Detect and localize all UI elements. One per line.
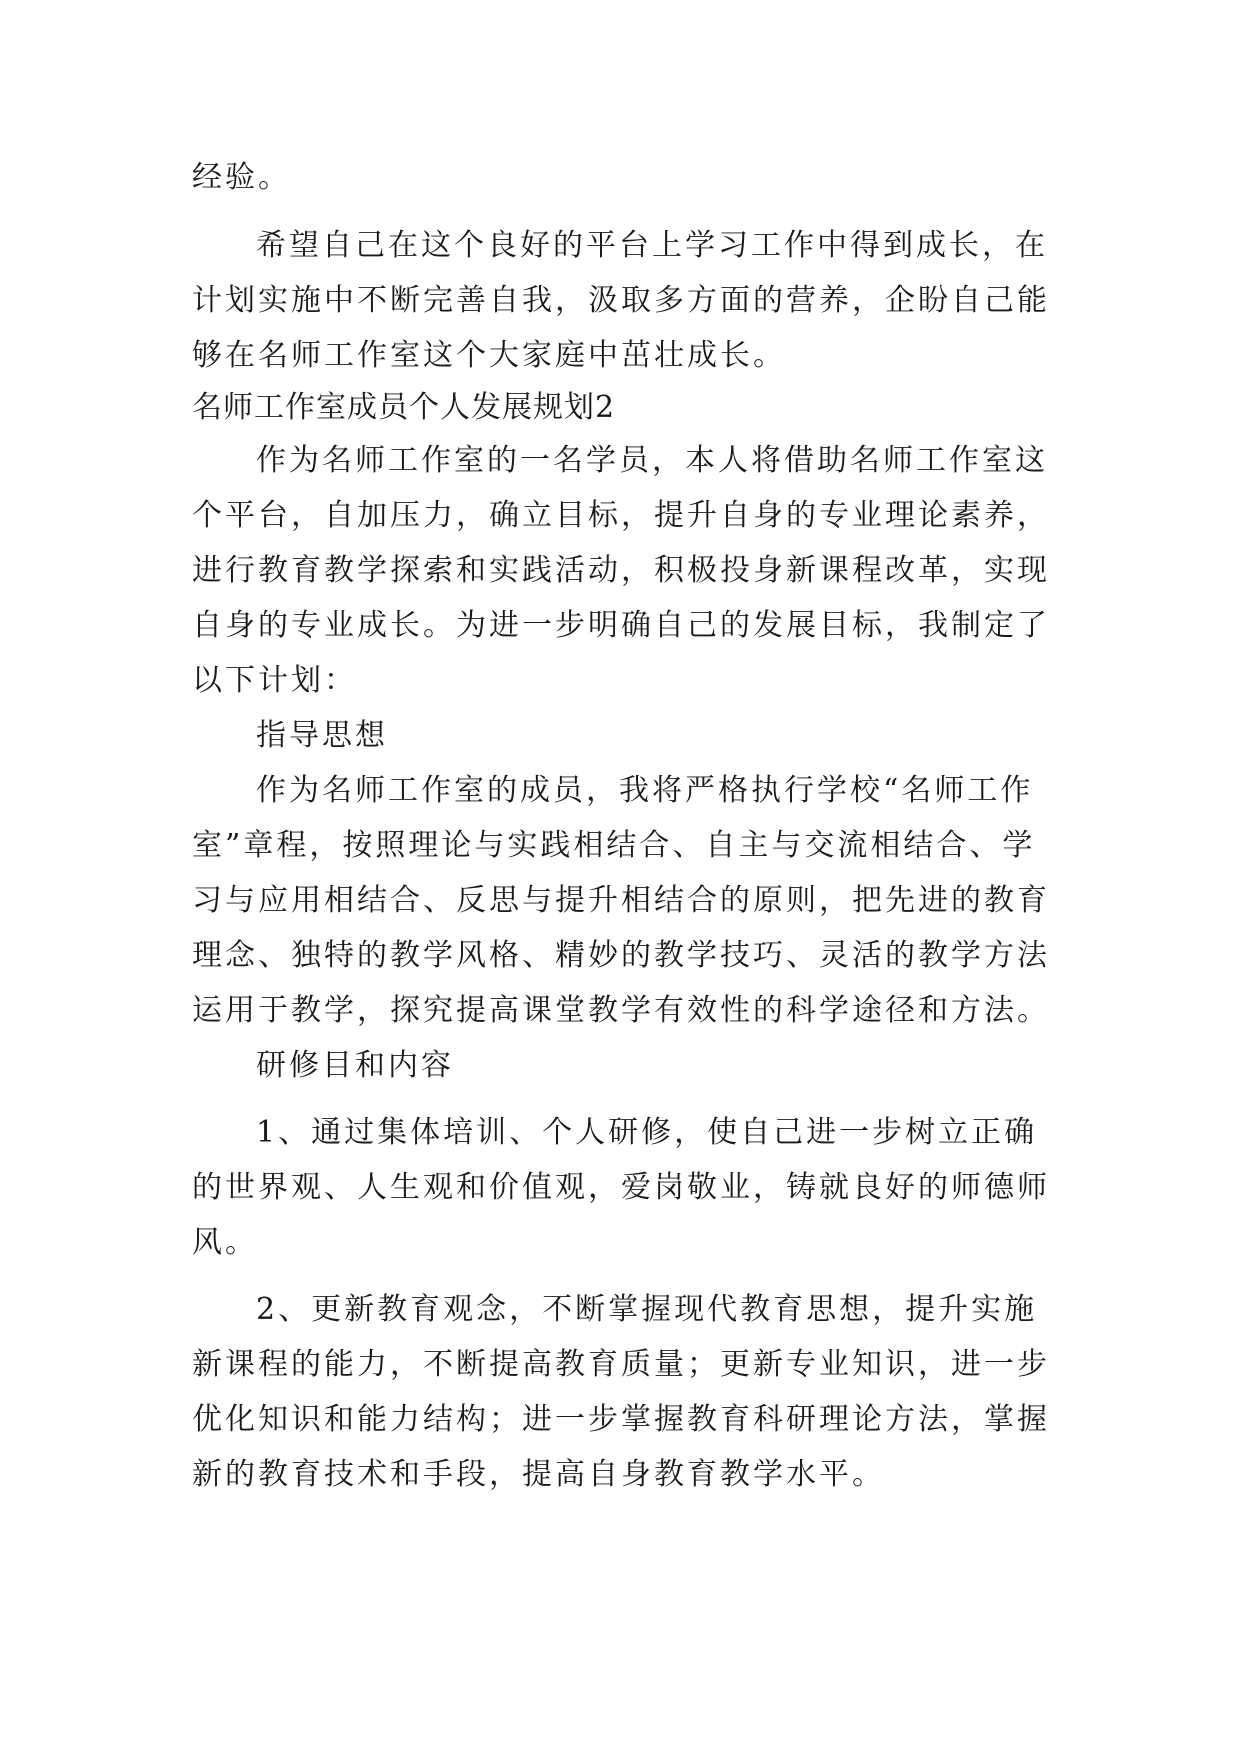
- text-line: 新课程的能力，不断提高教育质量；更新专业知识，进一步: [192, 1347, 1050, 1382]
- text-line: 个平台，自加压力，确立目标，提升自身的专业理论素养，: [192, 498, 1050, 533]
- paragraph-item-1: [192, 1105, 1052, 1270]
- text-line: 理念、独特的教学风格、精妙的教学技巧、灵活的教学方法: [192, 938, 1050, 973]
- document-body: [192, 150, 1052, 1502]
- heading-guiding: [192, 708, 1052, 763]
- paragraph-hope: [192, 218, 1052, 383]
- text-line: 运用于教学，探究提高课堂教学有效性的科学途径和方法。: [192, 993, 1050, 1028]
- heading-text: 指导思想: [256, 718, 388, 753]
- text-line: 的世界观、人生观和价值观，爱岗敬业，铸就良好的师德师: [192, 1170, 1050, 1205]
- text-line: 以下计划：: [192, 663, 357, 698]
- paragraph-item-2: [192, 1282, 1052, 1502]
- text-line: 自身的专业成长。为进一步明确自己的发展目标，我制定了: [192, 608, 1050, 643]
- text-line: 经验。: [192, 160, 291, 195]
- text-line: 作为名师工作室的成员，我将严格执行学校“名师工作: [256, 773, 1034, 808]
- paragraph-intro2: [192, 433, 1052, 708]
- text-line: 风。: [192, 1225, 258, 1260]
- heading-goals: [192, 1038, 1052, 1093]
- text-line: 习与应用相结合、反思与提升相结合的原则，把先进的教育: [192, 883, 1050, 918]
- text-line: 室”章程，按照理论与实践相结合、自主与交流相结合、学: [192, 828, 1036, 863]
- paragraph-guiding: [192, 763, 1052, 1038]
- heading-text: 研修目和内容: [256, 1048, 454, 1083]
- section-title: 名师工作室成员个人发展规划2: [192, 390, 616, 425]
- text-line: 新的教育技术和手段，提高自身教育教学水平。: [192, 1457, 885, 1492]
- text-line: 1、通过集体培训、个人研修，使自己进一步树立正确: [256, 1115, 1038, 1150]
- text-line: 2、更新教育观念，不断掌握现代教育思想，提升实施: [256, 1292, 1038, 1327]
- paragraph-intro-tail: [192, 150, 1052, 205]
- text-line: 进行教育教学探索和实践活动，积极投身新课程改革，实现: [192, 553, 1050, 588]
- text-line: 作为名师工作室的一名学员，本人将借助名师工作室这: [256, 443, 1048, 478]
- text-line: 优化知识和能力结构；进一步掌握教育科研理论方法，掌握: [192, 1402, 1050, 1437]
- text-line: 够在名师工作室这个大家庭中茁壮成长。: [192, 338, 786, 373]
- text-line: 希望自己在这个良好的平台上学习工作中得到成长，在: [256, 228, 1048, 263]
- text-line: 计划实施中不断完善自我，汲取多方面的营养，企盼自己能: [192, 283, 1050, 318]
